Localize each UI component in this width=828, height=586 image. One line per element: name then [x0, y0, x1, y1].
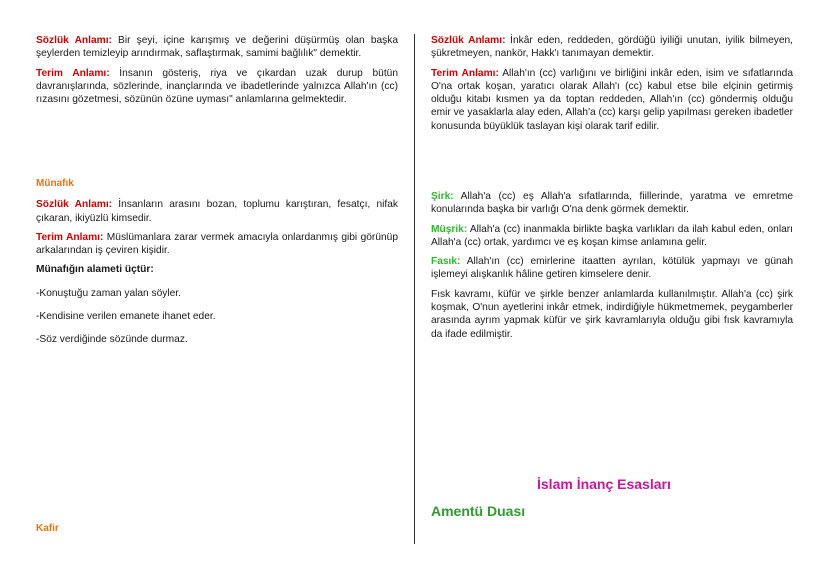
- munafik-sozluk-paragraph: [36, 198, 398, 225]
- column-divider: [414, 34, 415, 544]
- fisk-paragraph: Fısk kavramı, küfür ve şirkle benzer anlamlarda kullanılmıştır. Allah'a (cc) şirk koşmak, O'nun ayetlerini inkâr etmek, indirdiğiyle hükmetmemek, peygamberler arasında ayrım yapmak küfür ve şirk kavramlarıyla olduğu gibi fısk kavramıyla da ifade edilmiştir.: [431, 288, 793, 340]
- alamet-item: -Kendisine verilen emanete ihanet eder.: [36, 311, 216, 323]
- musrik-text: Allah'a (cc) inanmakla birlikte başka varlıkları da ilah kabul eden, onları Allah'a (cc) ortak, yardımcı ve eş koşan kimse anlamına gelir.: [431, 223, 793, 248]
- right-column: [431, 34, 793, 139]
- fasik-text: Allah'ın (cc) emirlerine itaatten ayrılan, kötülük yapmayı ve günah işlemeyi alışkanlık hâline getiren kimselere denir.: [431, 256, 793, 281]
- alamet-item: -Söz verdiğinde sözünde durmaz.: [36, 334, 188, 346]
- islam-inanc-title: İslam İnanç Esasları: [537, 476, 671, 492]
- ihlas-terim-paragraph: [36, 67, 398, 107]
- fasik-paragraph: [431, 255, 793, 282]
- kafir-heading: Kafir: [36, 523, 59, 534]
- sirk-text: Allah'a (cc) eş Allah'a sıfatlarında, fiillerinde, yaratma ve emretme konularında başka bir varlığı O'na denk görmek demektir.: [431, 191, 793, 216]
- terim-label: Terim Anlamı:: [36, 231, 104, 243]
- terim-text: İnsanın gösteriş, riya ve çıkardan uzak durup bütün davranışlarında, sözlerinde, inançlarında ve ibadetlerinde yalnızca Allah'ın (cc) rızasını gözetmesi, sözünün özüne uyması" anlamlarına gelmektedir.: [36, 67, 398, 106]
- terim-label: Terim Anlamı:: [36, 67, 110, 79]
- sozluk-text: Bir şeyi, içine karışmış ve değerini düşürmüş olan başka şeylerden temizleyip arındırmak, saflaştırmak, samimi bağlılık" demektir.: [36, 35, 399, 60]
- musrik-label: Müşrik:: [431, 223, 468, 235]
- amentu-title: Amentü Duası: [431, 503, 526, 519]
- left-column: [36, 34, 398, 112]
- alamet-item: -Konuştuğu zaman yalan söyler.: [36, 287, 181, 299]
- sirk-paragraph: [431, 190, 793, 217]
- musrik-paragraph: [431, 223, 793, 250]
- terim-label: Terim Anlamı:: [431, 67, 499, 79]
- munafik-section: [36, 177, 398, 357]
- sozluk-label: Sözlük Anlamı:: [431, 35, 506, 46]
- kafir-terim-paragraph: [431, 67, 793, 133]
- alamet-heading: Münafığın alameti üçtür:: [36, 264, 154, 276]
- sozluk-label: Sözlük Anlamı:: [36, 199, 113, 211]
- ihlas-sozluk-paragraph: [36, 34, 398, 61]
- terim-text: Müslümanlara zarar vermek amacıyla onlardanmış gibi görünüp arkalarından iş çeviren kişidir.: [36, 231, 398, 257]
- sirk-section: [431, 190, 793, 347]
- sozluk-label: Sözlük Anlamı:: [36, 35, 112, 46]
- terim-text: Allah'ın (cc) varlığını ve birliğini inkâr eden, isim ve sıfatlarında O'na ortak koşan, yaratıcı olarak Allah'ı (cc) kabul etse bile elçinin getirmiş olduğu kitabı kısmen ya da toptan reddeden, Allah'ın (cc) göndermiş olduğu emir ve yasaklarla alay eden, Allah'a (cc) karşı gelip yapılması gereken ibadetler konusunda büyüklük taslayan kişi olarak tarif edilir.: [431, 67, 793, 132]
- kafir-sozluk-paragraph: [431, 34, 793, 61]
- munafik-terim-paragraph: [36, 231, 398, 258]
- sozluk-text: İnkâr eden, reddeden, gördüğü iyiliği unutan, iyilik bilmeyen, şükretmeyen, nankör, Hakk'ı tanımayan demektir.: [431, 35, 794, 60]
- sirk-label: Şirk:: [431, 191, 454, 202]
- fasik-label: Fasık:: [431, 256, 461, 268]
- munafik-heading: Münafık: [36, 178, 74, 189]
- sozluk-text: İnsanların arasını bozan, toplumu karıştıran, fesatçı, nifak çıkaran, ikiyüzlü kimsedir.: [36, 199, 399, 224]
